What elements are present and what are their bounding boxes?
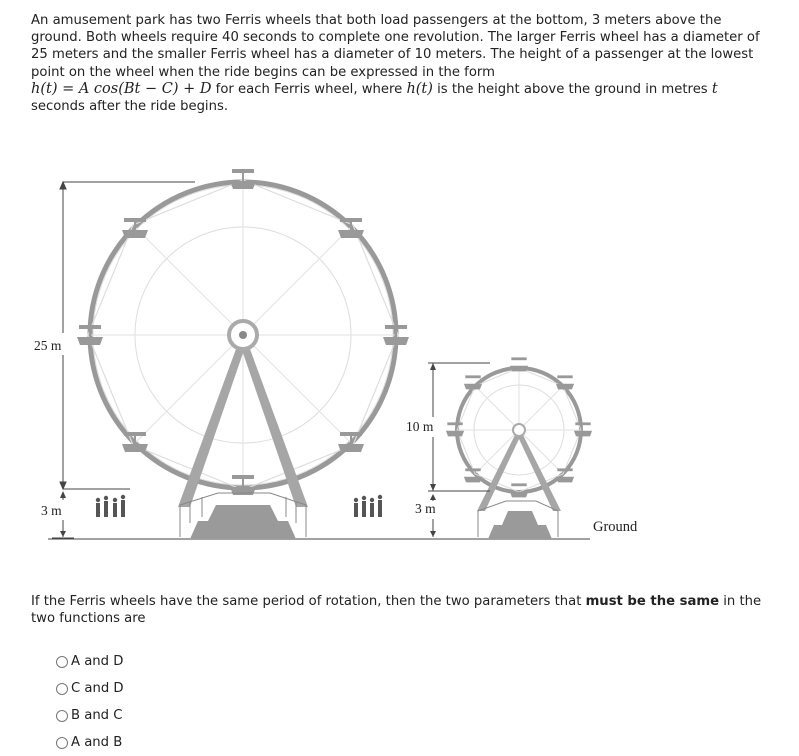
function-formula: h(t) = A cos(Bt − C) + D	[31, 80, 212, 97]
large-diameter-dimension	[52, 182, 195, 538]
radio-button[interactable]	[56, 683, 68, 695]
problem-text-4: seconds after the ride begins.	[31, 99, 229, 115]
ground-label: Ground	[593, 519, 638, 535]
small-ferris-wheel	[446, 357, 592, 539]
large-ferris-wheel	[77, 169, 409, 539]
large-diameter-label: 25 m	[34, 338, 62, 353]
option-label: A and B	[71, 735, 123, 750]
question-emphasis: must be the same	[585, 594, 720, 609]
problem-statement	[31, 12, 771, 115]
small-diameter-label: 10 m	[406, 419, 434, 434]
people-silhouette-middle	[354, 495, 382, 517]
left-base-height-label: 3 m	[41, 503, 62, 518]
answer-options	[56, 648, 124, 756]
people-silhouette-left	[96, 495, 125, 517]
option-label: A and D	[71, 654, 124, 669]
t-variable: t	[711, 80, 718, 97]
question-text-before: If the Ferris wheels have the same period of rotation, then the two parameters that	[31, 594, 586, 609]
right-base-height-label: 3 m	[415, 501, 436, 516]
problem-text-3: is the height above the ground in metres	[432, 81, 712, 97]
option-b-and-c[interactable]	[56, 702, 124, 729]
h-of-t: h(t)	[406, 80, 433, 97]
radio-button[interactable]	[56, 737, 68, 749]
problem-text-1: An amusement park has two Ferris wheels that both load passengers at the bottom, 3 meters above the ground. Both wheels require 40 seconds to complete one revolution. The larger Ferris wheel has a diameter of 25 meters and the smaller Ferris wheel has a diameter of 10 meters. The height of a passenger at the lowest point on the wheel when the ride begins can be expressed in the form	[31, 13, 760, 80]
option-label: C and D	[71, 681, 124, 696]
ferris-wheel-figure	[30, 145, 660, 545]
radio-button[interactable]	[56, 656, 68, 668]
question-prompt	[31, 593, 771, 627]
option-a-and-d[interactable]	[56, 648, 124, 675]
option-a-and-b[interactable]	[56, 729, 124, 756]
radio-button[interactable]	[56, 710, 68, 722]
question-text-after: in the two functions are	[31, 594, 762, 627]
problem-text-2: for each Ferris wheel, where	[211, 81, 407, 97]
option-label: B and C	[71, 708, 123, 723]
option-c-and-d[interactable]	[56, 675, 124, 702]
